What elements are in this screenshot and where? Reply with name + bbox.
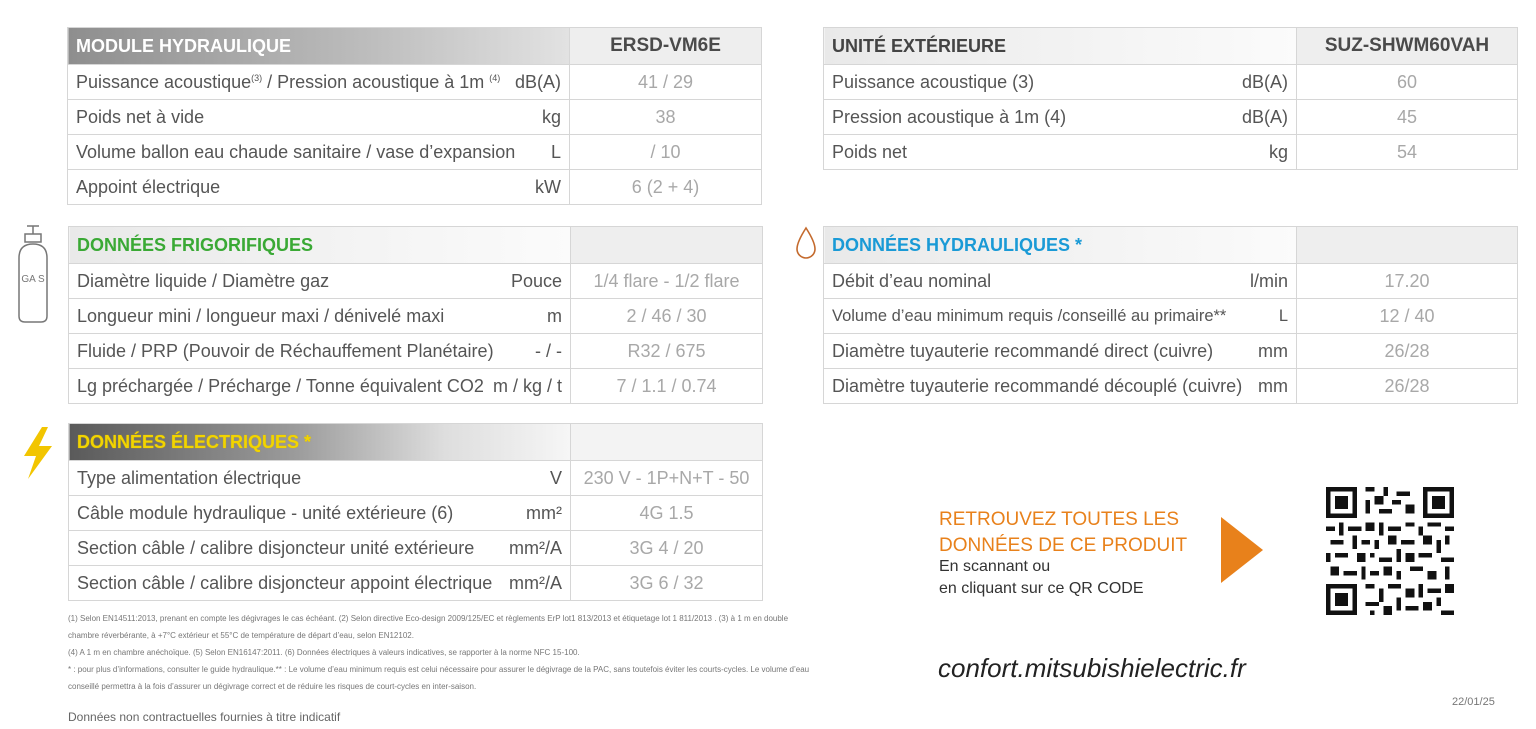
row-label: Câble module hydraulique - unité extérieure (6) bbox=[77, 502, 454, 523]
row-unit: mm²/A bbox=[509, 572, 562, 593]
play-arrow-icon bbox=[1221, 517, 1263, 583]
row-unit: m / kg / t bbox=[492, 375, 562, 396]
footnote-line: (4) A 1 m en chambre anéchoïque. (5) Selon EN16147:2011. (6) Données électriques à valeurs indicatives, se rapporter à la norme NFC 15-100. bbox=[68, 648, 580, 657]
table-row bbox=[69, 369, 763, 404]
model-name: SUZ-SHWM60VAH bbox=[1297, 28, 1518, 65]
row-label-mid: / Pression acoustique à 1m bbox=[262, 71, 490, 92]
row-value: 1/4 flare - 1/2 flare bbox=[571, 264, 763, 299]
row-unit: kg bbox=[1268, 141, 1288, 162]
table-row bbox=[824, 100, 1518, 135]
row-unit: dB(A) bbox=[1241, 71, 1288, 92]
row-unit: V bbox=[549, 467, 562, 488]
row-label: Poids net bbox=[832, 141, 908, 162]
module-hydraulique-table bbox=[67, 27, 762, 205]
row-value: 3G 6 / 32 bbox=[571, 566, 763, 601]
row-value: 54 bbox=[1297, 135, 1518, 170]
table-row bbox=[824, 369, 1518, 404]
row-unit: L bbox=[550, 141, 561, 162]
row-label: Puissance acoustique (3) bbox=[832, 71, 1035, 92]
row-value: 7 / 1.1 / 0.74 bbox=[571, 369, 763, 404]
table-row bbox=[68, 170, 762, 205]
table-row bbox=[824, 135, 1518, 170]
row-label: Fluide / PRP (Pouvoir de Réchauffement Planétaire) bbox=[77, 340, 494, 361]
table-title: DONNÉES FRIGORIFIQUES bbox=[69, 227, 571, 264]
footnote-ref: (3) bbox=[251, 72, 263, 83]
row-unit: L bbox=[1278, 306, 1288, 325]
table-row bbox=[824, 264, 1518, 299]
footnotes bbox=[68, 610, 898, 695]
table-row bbox=[68, 135, 762, 170]
row-label: Section câble / calibre disjoncteur appoint électrique bbox=[77, 572, 493, 593]
hydrauliques-table bbox=[823, 226, 1518, 404]
footnote-line: (1) Selon EN14511:2013, prenant en compte les dégivrages le cas échéant. (2) Selon directive Eco-design 2009/125/EC et règlements ErP lot1 813/2013 et étiquetage lot 1 811/2013 . (3) à 1 m en double bbox=[68, 614, 789, 623]
table-row bbox=[824, 299, 1518, 334]
row-label: Poids net à vide bbox=[76, 106, 205, 127]
row-label: Appoint électrique bbox=[76, 176, 221, 197]
lightning-icon bbox=[20, 426, 56, 480]
row-label: Volume ballon eau chaude sanitaire / vase d’expansion bbox=[76, 141, 516, 162]
footnote-line: * : pour plus d’informations, consulter le guide hydraulique.** : Le volume d’eau minimum requis est celui nécessaire pour assurer le dégivrage de la PAC, sans toutefois éviter les courts-cycles. Le volume d’eau bbox=[68, 665, 810, 674]
table-row bbox=[68, 65, 762, 100]
row-value: 2 / 46 / 30 bbox=[571, 299, 763, 334]
row-value: 26/28 bbox=[1297, 334, 1518, 369]
footnote-ref: (4) bbox=[489, 72, 501, 83]
row-value: R32 / 675 bbox=[571, 334, 763, 369]
unite-exterieure-table bbox=[823, 27, 1518, 170]
table-row bbox=[69, 496, 763, 531]
row-label: Volume d’eau minimum requis /conseillé au primaire** bbox=[832, 306, 1227, 325]
cta-line: en cliquant sur ce QR CODE bbox=[939, 580, 1144, 597]
frigorifiques-table bbox=[68, 226, 763, 404]
table-row bbox=[69, 531, 763, 566]
row-value: 26/28 bbox=[1297, 369, 1518, 404]
document-date: 22/01/25 bbox=[1452, 696, 1495, 708]
table-row bbox=[69, 461, 763, 496]
row-label: Diamètre tuyauterie recommandé découplé (cuivre) bbox=[832, 375, 1243, 396]
table-title: DONNÉES HYDRAULIQUES * bbox=[824, 227, 1297, 264]
website-link[interactable]: confort.mitsubishielectric.fr bbox=[938, 653, 1246, 683]
table-row bbox=[69, 299, 763, 334]
row-label: Puissance acoustique bbox=[76, 71, 252, 92]
row-value: 3G 4 / 20 bbox=[571, 531, 763, 566]
row-unit: Pouce bbox=[510, 270, 562, 291]
row-label: Section câble / calibre disjoncteur unité extérieure bbox=[77, 537, 475, 558]
row-value: / 10 bbox=[570, 135, 762, 170]
table-title: DONNÉES ÉLECTRIQUES * bbox=[69, 424, 571, 461]
cta-line: DONNÉES DE CE PRODUIT bbox=[939, 535, 1188, 556]
row-value: 6 (2 + 4) bbox=[570, 170, 762, 205]
table-row bbox=[68, 100, 762, 135]
water-drop-icon bbox=[793, 226, 819, 262]
electriques-table bbox=[68, 423, 763, 601]
row-label: Pression acoustique à 1m (4) bbox=[832, 106, 1067, 127]
row-value: 230 V - 1P+N+T - 50 bbox=[571, 461, 763, 496]
gas-icon-text: GA S bbox=[21, 274, 45, 285]
row-label: Longueur mini / longueur maxi / dénivelé maxi bbox=[77, 305, 445, 326]
row-label: Diamètre tuyauterie recommandé direct (cuivre) bbox=[832, 340, 1214, 361]
row-unit: l/min bbox=[1249, 270, 1288, 291]
table-row bbox=[69, 334, 763, 369]
row-unit: m bbox=[547, 305, 562, 326]
row-value: 12 / 40 bbox=[1297, 299, 1518, 334]
row-value: 60 bbox=[1297, 65, 1518, 100]
row-unit: mm bbox=[1258, 340, 1288, 361]
row-label: Lg préchargée / Précharge / Tonne équivalent CO2 bbox=[77, 375, 484, 396]
table-row bbox=[824, 334, 1518, 369]
cta-heading bbox=[939, 507, 1209, 559]
row-unit: mm bbox=[1258, 375, 1288, 396]
row-label: Débit d’eau nominal bbox=[832, 270, 992, 291]
qr-code[interactable] bbox=[1326, 487, 1454, 615]
model-name: ERSD-VM6E bbox=[570, 28, 762, 65]
table-title: UNITÉ EXTÉRIEURE bbox=[824, 28, 1297, 65]
row-value: 17.20 bbox=[1297, 264, 1518, 299]
table-title: MODULE HYDRAULIQUE bbox=[68, 28, 570, 65]
row-unit: mm² bbox=[526, 502, 562, 523]
table-row bbox=[69, 566, 763, 601]
row-label: Diamètre liquide / Diamètre gaz bbox=[77, 270, 330, 291]
cta-line: En scannant ou bbox=[939, 558, 1051, 575]
row-unit: - / - bbox=[535, 340, 562, 361]
row-unit: mm²/A bbox=[509, 537, 562, 558]
row-value: 4G 1.5 bbox=[571, 496, 763, 531]
footnote-line: chambre réverbérante, à +7°C extérieur et 55°C de température de départ d’eau, selon EN12102. bbox=[68, 631, 414, 640]
row-label: Type alimentation électrique bbox=[77, 467, 302, 488]
footnote-line: conseillé permettra à la fois d’assurer un dégivrage correct et de réduire les risques de court-cycles en inter-saison. bbox=[68, 682, 477, 691]
table-row bbox=[69, 264, 763, 299]
gas-bottle-icon bbox=[13, 222, 55, 326]
cta-text bbox=[939, 556, 1209, 600]
row-unit: kg bbox=[541, 106, 561, 127]
row-value: 38 bbox=[570, 100, 762, 135]
row-unit: dB(A) bbox=[1241, 106, 1288, 127]
table-row bbox=[824, 65, 1518, 100]
row-value: 41 / 29 bbox=[570, 65, 762, 100]
row-unit: kW bbox=[535, 176, 561, 197]
disclaimer: Données non contractuelles fournies à titre indicatif bbox=[68, 710, 341, 724]
row-unit: dB(A) bbox=[514, 71, 561, 92]
row-value: 45 bbox=[1297, 100, 1518, 135]
cta-line: RETROUVEZ TOUTES LES bbox=[939, 509, 1180, 530]
